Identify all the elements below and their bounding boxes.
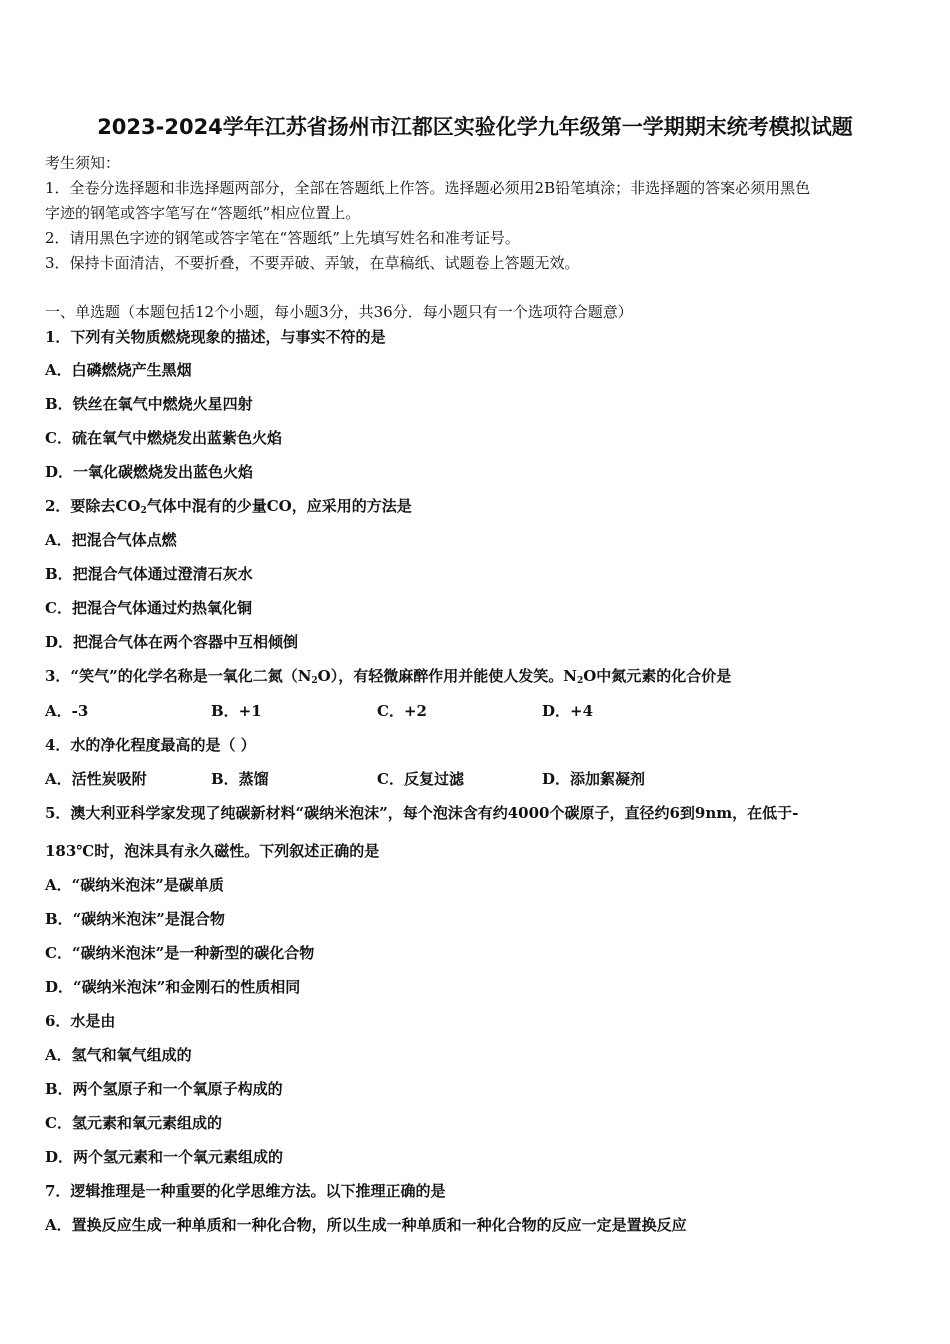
question-2-option-c: C．把混合气体通过灼热氧化铜 [45, 599, 252, 617]
question-4-stem: 4．水的净化程度最高的是（ ） [45, 736, 256, 754]
question-1-option-d: D．一氧化碳燃烧发出蓝色火焰 [45, 463, 254, 481]
question-5-option-a: A．“碳纳米泡沫”是碳单质 [45, 876, 224, 894]
question-2-stem-b: 气体中混有的少量CO，应采用的方法是 [146, 497, 412, 515]
question-1-stem: 1．下列有关物质燃烧现象的描述，与事实不符的是 [45, 328, 386, 346]
question-3-stem-a: 3．“笑气”的化学名称是一氧化二氮（N [45, 667, 312, 685]
question-3-option-c: C．+2 [377, 702, 427, 720]
question-3-option-a: A．-3 [45, 702, 89, 720]
question-6-option-d: D．两个氢元素和一个氧元素组成的 [45, 1148, 284, 1166]
question-3-option-d: D．+4 [542, 702, 594, 720]
question-5-option-b: B．“碳纳米泡沫”是混合物 [45, 910, 225, 928]
question-2-stem-a: 2．要除去CO [45, 497, 141, 515]
question-3-option-b: B．+1 [211, 702, 262, 720]
notice-item-1: 1．全卷分选择题和非选择题两部分，全部在答题纸上作答。选择题必须用2B铅笔填涂；非选择题的答案必须用黑色 [45, 179, 811, 197]
notice-item-1-cont: 字迹的钢笔或答字笔写在“答题纸”相应位置上。 [45, 204, 361, 222]
question-6-option-b: B．两个氢原子和一个氧原子构成的 [45, 1080, 283, 1098]
question-4-options [45, 769, 905, 789]
notice-item-2: 2．请用黑色字迹的钢笔或答字笔在“答题纸”上先填写姓名和准考证号。 [45, 229, 520, 247]
question-6-option-a: A．氢气和氧气组成的 [45, 1046, 192, 1064]
question-5-stem-line-1: 5．澳大利亚科学家发现了纯碳新材料“碳纳米泡沫”，每个泡沫含有约4000个碳原子，直径约6到9nm，在低于- [45, 804, 799, 822]
question-3-subscript-2: 2 [576, 676, 584, 686]
question-6-option-c: C．氢元素和氧元素组成的 [45, 1114, 222, 1132]
question-5-option-d: D．“碳纳米泡沫”和金刚石的性质相同 [45, 978, 301, 996]
question-2-option-d: D．把混合气体在两个容器中互相倾倒 [45, 633, 299, 651]
question-7-stem: 7．逻辑推理是一种重要的化学思维方法。以下推理正确的是 [45, 1182, 446, 1200]
question-2-subscript: 2 [140, 506, 147, 516]
question-2-option-b: B．把混合气体通过澄清石灰水 [45, 565, 253, 583]
question-2-option-a: A．把混合气体点燃 [45, 531, 177, 549]
question-3-stem-c: O中氮元素的化合价是 [583, 667, 732, 685]
question-4-option-a: A．活性炭吸附 [45, 770, 147, 788]
question-3-subscript-1: 2 [311, 676, 318, 686]
question-5-option-c: C．“碳纳米泡沫”是一种新型的碳化合物 [45, 944, 315, 962]
question-4-option-d: D．添加絮凝剂 [542, 770, 646, 788]
question-2-stem [45, 496, 412, 516]
notice-heading: 考生须知： [45, 154, 121, 172]
question-1-option-a: A．白磷燃烧产生黑烟 [45, 361, 192, 379]
question-4-option-c: C．反复过滤 [377, 770, 464, 788]
question-5-stem-line-2: 183℃时，泡沫具有永久磁性。下列叙述正确的是 [45, 842, 380, 860]
question-1-option-b: B．铁丝在氧气中燃烧火星四射 [45, 395, 253, 413]
section-heading: 一、单选题（本题包括12个小题，每小题3分，共36分．每小题只有一个选项符合题意） [45, 303, 633, 321]
notice-item-3: 3．保持卡面清洁，不要折叠，不要弄破、弄皱，在草稿纸、试题卷上答题无效。 [45, 254, 580, 272]
question-3-options [45, 701, 905, 721]
question-6-stem: 6．水是由 [45, 1012, 116, 1030]
question-3-stem [45, 666, 731, 686]
question-1-option-c: C．硫在氧气中燃烧发出蓝紫色火焰 [45, 429, 282, 447]
exam-title: 2023-2024学年江苏省扬州市江都区实验化学九年级第一学期期末统考模拟试题 [97, 115, 853, 139]
question-4-option-b: B．蒸馏 [211, 770, 269, 788]
question-3-stem-b: O），有轻微麻醉作用并能使人发笑。N [317, 667, 577, 685]
question-7-option-a: A．置换反应生成一种单质和一种化合物，所以生成一种单质和一种化合物的反应一定是置换反应 [45, 1216, 687, 1234]
